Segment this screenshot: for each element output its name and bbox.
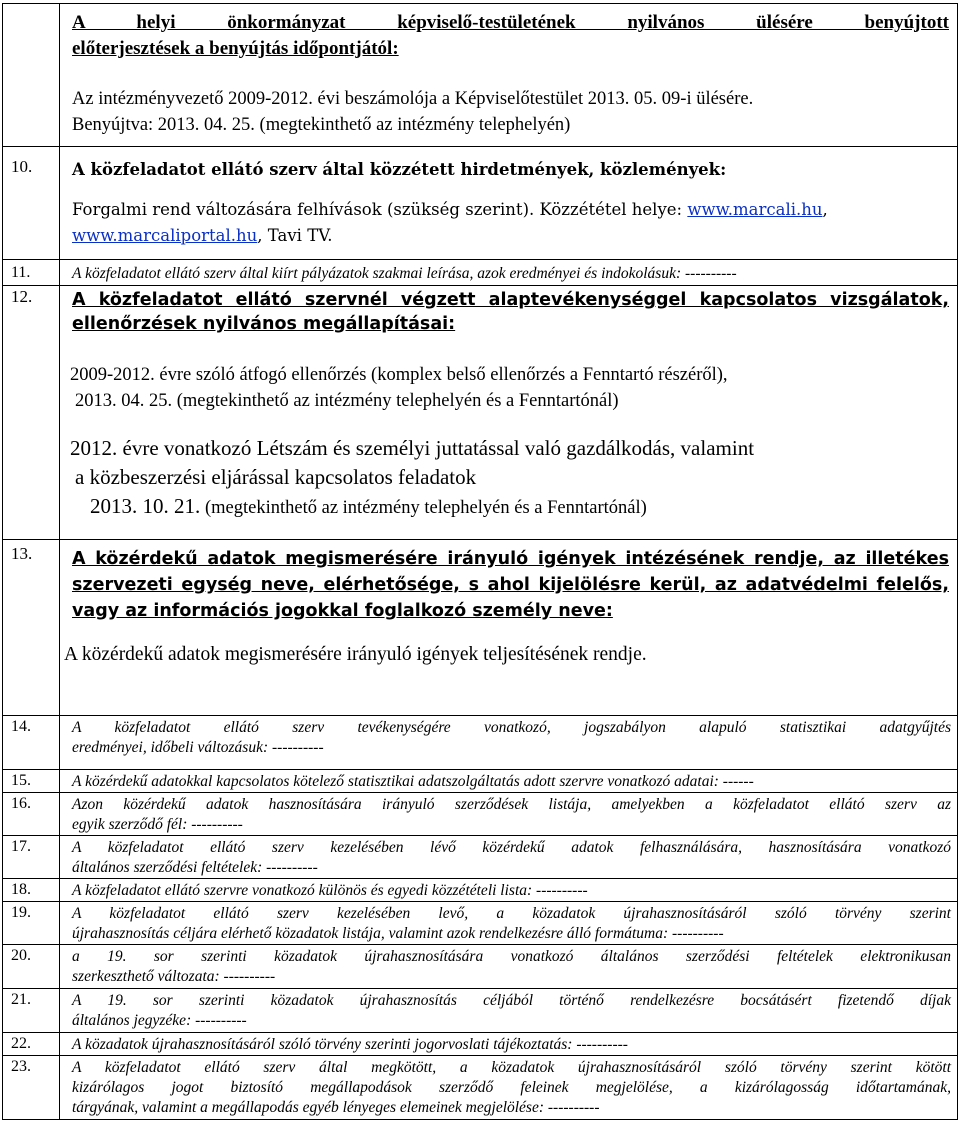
table-row (3, 1056, 958, 1120)
section-9-line2: Benyújtva: 2013. 04. 25. (megtekinthető az intézmény telephelyén) (72, 115, 571, 135)
numbered-rows (3, 716, 958, 1120)
section-9-line1: Az intézményvezető 2009-2012. évi beszámolója a Képviselőtestület 2013. 05. 09-i ülésére. (72, 89, 754, 109)
row-number: 14. (3, 716, 60, 770)
table-row (3, 879, 958, 902)
disclosure-table (2, 3, 958, 1120)
row-line-2: kizárólagos jogot biztosító megállapodások szerződő feleinek megjelölése, a kizárólagosság időtartamának, (72, 1079, 951, 1096)
row-line-1: A közfeladatot ellátó szerv tevékenységére vonatkozó, jogszabályon alapuló statisztikai adatgyűjtés (72, 719, 951, 736)
row-line-1: A 19. sor szerinti közadatok újrahasznosítás céljából történő rendelkezésre bocsátásért fizetendő díjak (72, 992, 951, 1009)
table-row (3, 1033, 958, 1056)
row-number (3, 4, 60, 147)
row-content (60, 902, 958, 945)
row-line-2: szerkeszthető változata: ---------- (72, 968, 276, 985)
section-9-heading-line2: előterjesztések a benyújtás időpontjától: (72, 38, 399, 59)
section-12-p2-date: 2013. 10. 21. (90, 494, 201, 518)
row-content (60, 836, 958, 879)
row-content (60, 879, 958, 902)
section-12-p2-rest: (megtekinthető az intézmény telephelyén és a Fenntartónál) (205, 498, 647, 518)
section-13-heading-line2: szervezeti egység neve, elérhetősége, s ahol kijelölésre kerül, az adatvédelmi felelős, (72, 575, 949, 595)
row-line-2: általános szerződési feltételek: ---------- (72, 859, 318, 876)
link-marcali[interactable]: www.marcali.hu (687, 200, 823, 219)
section-10-text-a: Forgalmi rend változására felhívások (szükség szerint). Közzététel helye: (72, 200, 683, 219)
row-number: 10. (3, 147, 60, 260)
row-line-2: eredményei, időbeli változásuk: ---------- (72, 739, 324, 756)
table-row (3, 716, 958, 770)
row-line-1: Azon közérdekű adatok hasznosítására irányuló szerződések listája, amelyekben a közfeladatot ellátó szerv az (72, 796, 951, 813)
row-number: 19. (3, 902, 60, 945)
row-line-2: általános jegyzéke: ---------- (72, 1012, 247, 1029)
row-line-2: újrahasznosítás céljára elérhető közadatok listája, valamint azok rendelkezésre álló formátuma: ---------- (72, 925, 724, 942)
section-10-content (60, 147, 958, 260)
section-10-text-b: , Tavi TV. (257, 226, 333, 245)
row-section-13 (3, 540, 958, 716)
table-row (3, 836, 958, 879)
row-number: 20. (3, 945, 60, 989)
row-line-1: a 19. sor szerinti közadatok újrahasznosítására vonatkozó általános szerződési feltételek elektronikusan (72, 948, 951, 965)
section-13-heading-line1: A közérdekű adatok megismerésére irányuló igények intézésének rendje, az illetékes (72, 549, 949, 569)
section-12-heading-line2: ellenőrzések nyilvános megállapításai: (72, 314, 456, 334)
row-number: 12. (3, 286, 60, 540)
section-9-content (60, 4, 958, 147)
row-content (60, 716, 958, 770)
row-line-3: tárgyának, valamint a megállapodás egyéb lényeges elemeinek megjelölése: ---------- (72, 1099, 600, 1116)
section-13-text: A közérdekű adatok megismerésére irányuló igények teljesítésének rendje. (64, 644, 647, 665)
section-10-heading: A közfeladatot ellátó szerv által közzétett hirdetmények, közlemények: (72, 160, 727, 179)
row-line-1: A közfeladatot ellátó szerv kezelésében levő, a közadatok újrahasznosításáról szóló törvény szerint (72, 905, 951, 922)
row-number: 18. (3, 879, 60, 902)
row-number: 15. (3, 770, 60, 793)
row-content (60, 1056, 958, 1120)
row-content (60, 793, 958, 836)
row-line-2: egyik szerződő fél: ---------- (72, 816, 243, 833)
row-section-12 (3, 286, 958, 540)
table-row (3, 989, 958, 1033)
row-number: 22. (3, 1033, 60, 1056)
section-12-p2-line3 (90, 492, 949, 523)
section-12-p1-line2: 2013. 04. 25. (megtekinthető az intézmény telephelyén és a Fenntartónál) (75, 391, 619, 411)
row-number: 21. (3, 989, 60, 1033)
table-row (3, 770, 958, 793)
row-line-1: A közadatok újrahasznosításáról szóló törvény szerinti jogorvoslati tájékoztatás: ---------- (72, 1036, 628, 1053)
table-row (3, 902, 958, 945)
section-11-text: A közfeladatot ellátó szerv által kiírt pályázatok szakmai leírása, azok eredményei és indokolásuk: ---------- (72, 265, 737, 282)
row-line-1: A közfeladatot ellátó szerv által megkötött, a közadatok újrahasznosításáról szóló törvény szerint kötött (72, 1059, 951, 1076)
row-section-11 (3, 260, 958, 286)
row-content (60, 1033, 958, 1056)
section-12-heading-line1: A közfeladatot ellátó szervnél végzett alaptevékenységgel kapcsolatos vizsgálatok, (72, 290, 949, 310)
section-12-p2-line1: 2012. évre vonatkozó Létszám és személyi juttatással való gazdálkodás, valamint (70, 436, 755, 460)
row-section-9 (3, 4, 958, 147)
section-11-content (60, 260, 958, 286)
row-number: 16. (3, 793, 60, 836)
section-10-text (72, 197, 949, 249)
section-9-heading-line1: A helyi önkormányzat képviselő-testületének nyilvános ülésére benyújtott (72, 12, 949, 33)
row-number: 17. (3, 836, 60, 879)
row-line-1: A közfeladatot ellátó szervre vonatkozó különös és egyedi közzétételi lista: ---------- (72, 882, 588, 899)
link-marcaliportal[interactable]: www.marcaliportal.hu (72, 226, 258, 245)
table-row (3, 793, 958, 836)
section-13-content (60, 540, 958, 716)
table-row (3, 945, 958, 989)
row-line-1: A közérdekű adatokkal kapcsolatos kötelező statisztikai adatszolgáltatás adott szervre vonatkozó adatai: ------ (72, 773, 754, 790)
row-number: 11. (3, 260, 60, 286)
section-13-heading-line3: vagy az információs jogokkal foglalkozó személy neve: (72, 601, 613, 621)
row-content (60, 770, 958, 793)
row-section-10 (3, 147, 958, 260)
section-12-p2-line2: a közbeszerzési eljárással kapcsolatos feladatok (75, 465, 477, 489)
row-content (60, 989, 958, 1033)
section-12-p1-line1: 2009-2012. évre szóló átfogó ellenőrzés (komplex belső ellenőrzés a Fenntartó részéről), (70, 365, 728, 385)
row-line-1: A közfeladatot ellátó szerv kezelésében lévő közérdekű adatok felhasználására, hasznosítására vonatkozó (72, 839, 951, 856)
row-content (60, 945, 958, 989)
row-number: 13. (3, 540, 60, 716)
comma: , (822, 200, 828, 219)
row-number: 23. (3, 1056, 60, 1120)
section-12-content (60, 286, 958, 540)
